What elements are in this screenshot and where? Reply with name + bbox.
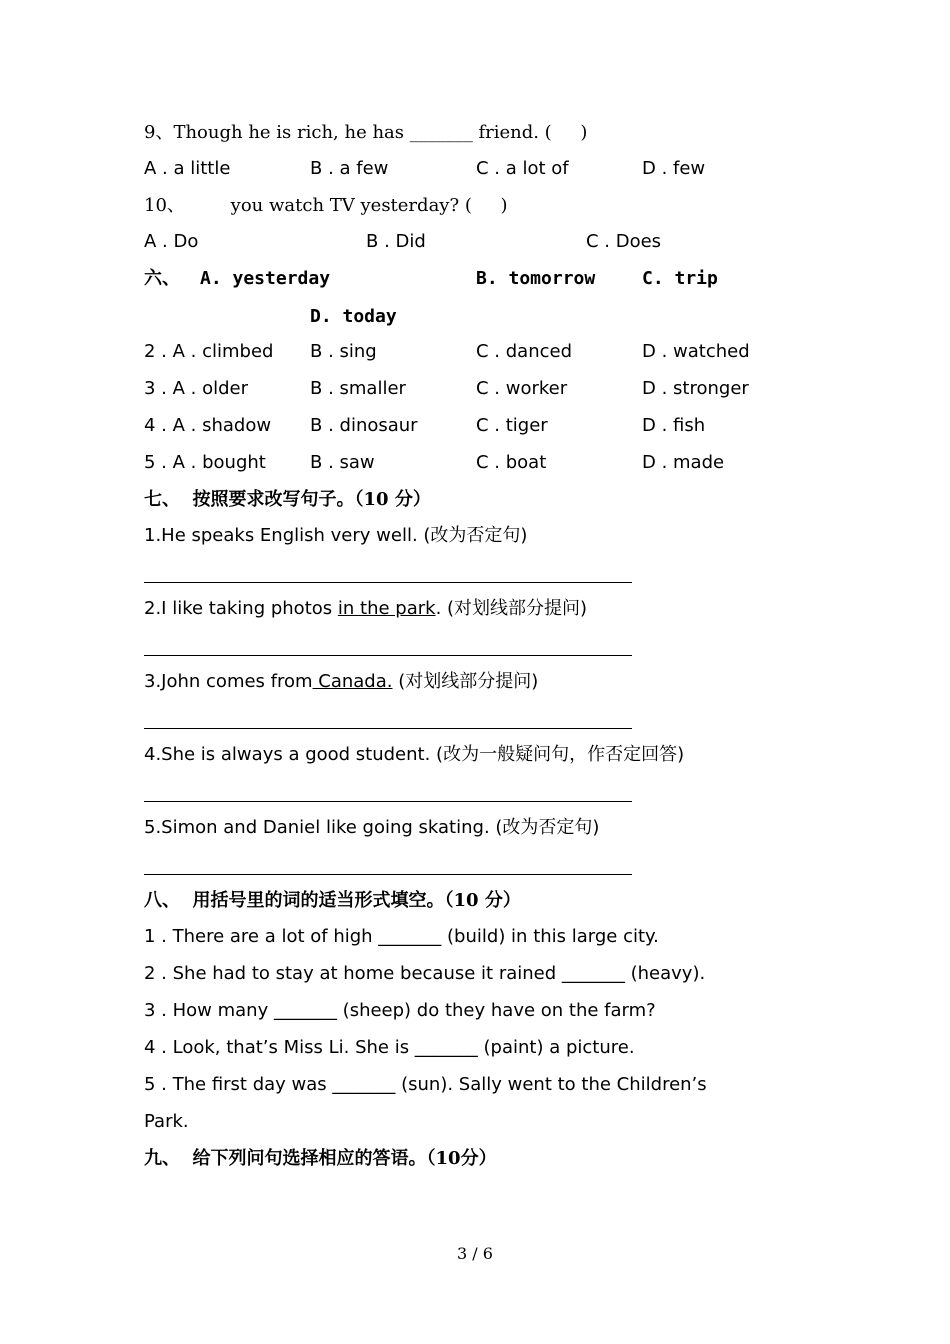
question-9-option-b: B . a few	[310, 158, 389, 179]
section-6-option-c: C. trip	[642, 268, 718, 289]
question-10-option-c: C . Does	[586, 231, 662, 252]
question-9-stem: 9、Though he is rich, he has _______ friend. ( )	[144, 122, 588, 143]
answer-line-4	[144, 801, 632, 802]
section-6-number: 六、	[144, 268, 180, 289]
question-9-option-a: A . a little	[144, 158, 231, 179]
question-10-option-b: B . Did	[366, 231, 426, 252]
answer-line-5	[144, 874, 632, 875]
page-number: 3 / 6	[457, 1244, 493, 1263]
section-6-item-5-a: 5 . A . bought	[144, 452, 266, 473]
section-6-option-a: A. yesterday	[200, 268, 331, 289]
section-7-question-1: 1.He speaks English very well. (改为否定句)	[144, 525, 528, 546]
section-6-item-4-b: B . dinosaur	[310, 415, 418, 436]
q3-underlined: Canada.	[312, 671, 393, 692]
q2-underlined: in the park	[337, 598, 436, 619]
section-6-item-5-b: B . saw	[310, 452, 375, 473]
q3-before: 3.John comes from	[144, 671, 313, 692]
q2-before: 2.I like taking photos	[144, 598, 338, 619]
section-7-question-5: 5.Simon and Daniel like going skating. (改为否定句)	[144, 817, 600, 838]
section-8-title: 八、 用括号里的词的适当形式填空。（10 分）	[144, 890, 521, 911]
section-6-option-b: B. tomorrow	[476, 268, 596, 289]
section-8-item-5-continuation: Park.	[144, 1111, 189, 1132]
section-6-item-4-c: C . tiger	[476, 415, 548, 436]
section-6-item-5-d: D . made	[642, 452, 725, 473]
section-6-item-3-d: D . stronger	[642, 378, 749, 399]
section-8-item-2: 2 . She had to stay at home because it rained _______ (heavy).	[144, 963, 706, 984]
question-9-option-c: C . a lot of	[476, 158, 569, 179]
section-6-item-4-d: D . fish	[642, 415, 706, 436]
answer-line-2	[144, 655, 632, 656]
section-8-item-1: 1 . There are a lot of high _______ (build) in this large city.	[144, 926, 659, 947]
section-7-title: 七、 按照要求改写句子。（10 分）	[144, 489, 431, 510]
section-6-item-3-a: 3 . A . older	[144, 378, 249, 399]
section-8-item-5: 5 . The first day was _______ (sun). Sally went to the Children’s	[144, 1074, 707, 1095]
section-6-item-2-a: 2 . A . climbed	[144, 341, 274, 362]
section-6-option-d: D. today	[310, 306, 397, 327]
section-6-item-5-c: C . boat	[476, 452, 547, 473]
section-9-title: 九、 给下列问句选择相应的答语。（10分）	[144, 1148, 497, 1169]
q3-after: (对划线部分提问)	[392, 671, 539, 692]
question-9-option-d: D . few	[642, 158, 706, 179]
section-7-question-4: 4.She is always a good student. (改为一般疑问句，作否定回答)	[144, 744, 685, 765]
section-6-item-2-b: B . sing	[310, 341, 377, 362]
q2-after: . (对划线部分提问)	[435, 598, 588, 619]
section-7-question-3	[144, 671, 538, 693]
section-6-item-4-a: 4 . A . shadow	[144, 415, 272, 436]
section-8-item-3: 3 . How many _______ (sheep) do they have on the farm?	[144, 1000, 656, 1021]
question-10-option-a: A . Do	[144, 231, 199, 252]
section-6-item-2-c: C . danced	[476, 341, 572, 362]
section-7-question-2	[144, 598, 587, 620]
answer-line-3	[144, 728, 632, 729]
question-10-stem: 10、 you watch TV yesterday? ( )	[144, 195, 508, 216]
answer-line-1	[144, 582, 632, 583]
section-6-item-3-c: C . worker	[476, 378, 568, 399]
section-8-item-4: 4 . Look, that’s Miss Li. She is _______ (paint) a picture.	[144, 1037, 635, 1058]
section-6-item-2-d: D . watched	[642, 341, 750, 362]
section-6-item-3-b: B . smaller	[310, 378, 406, 399]
